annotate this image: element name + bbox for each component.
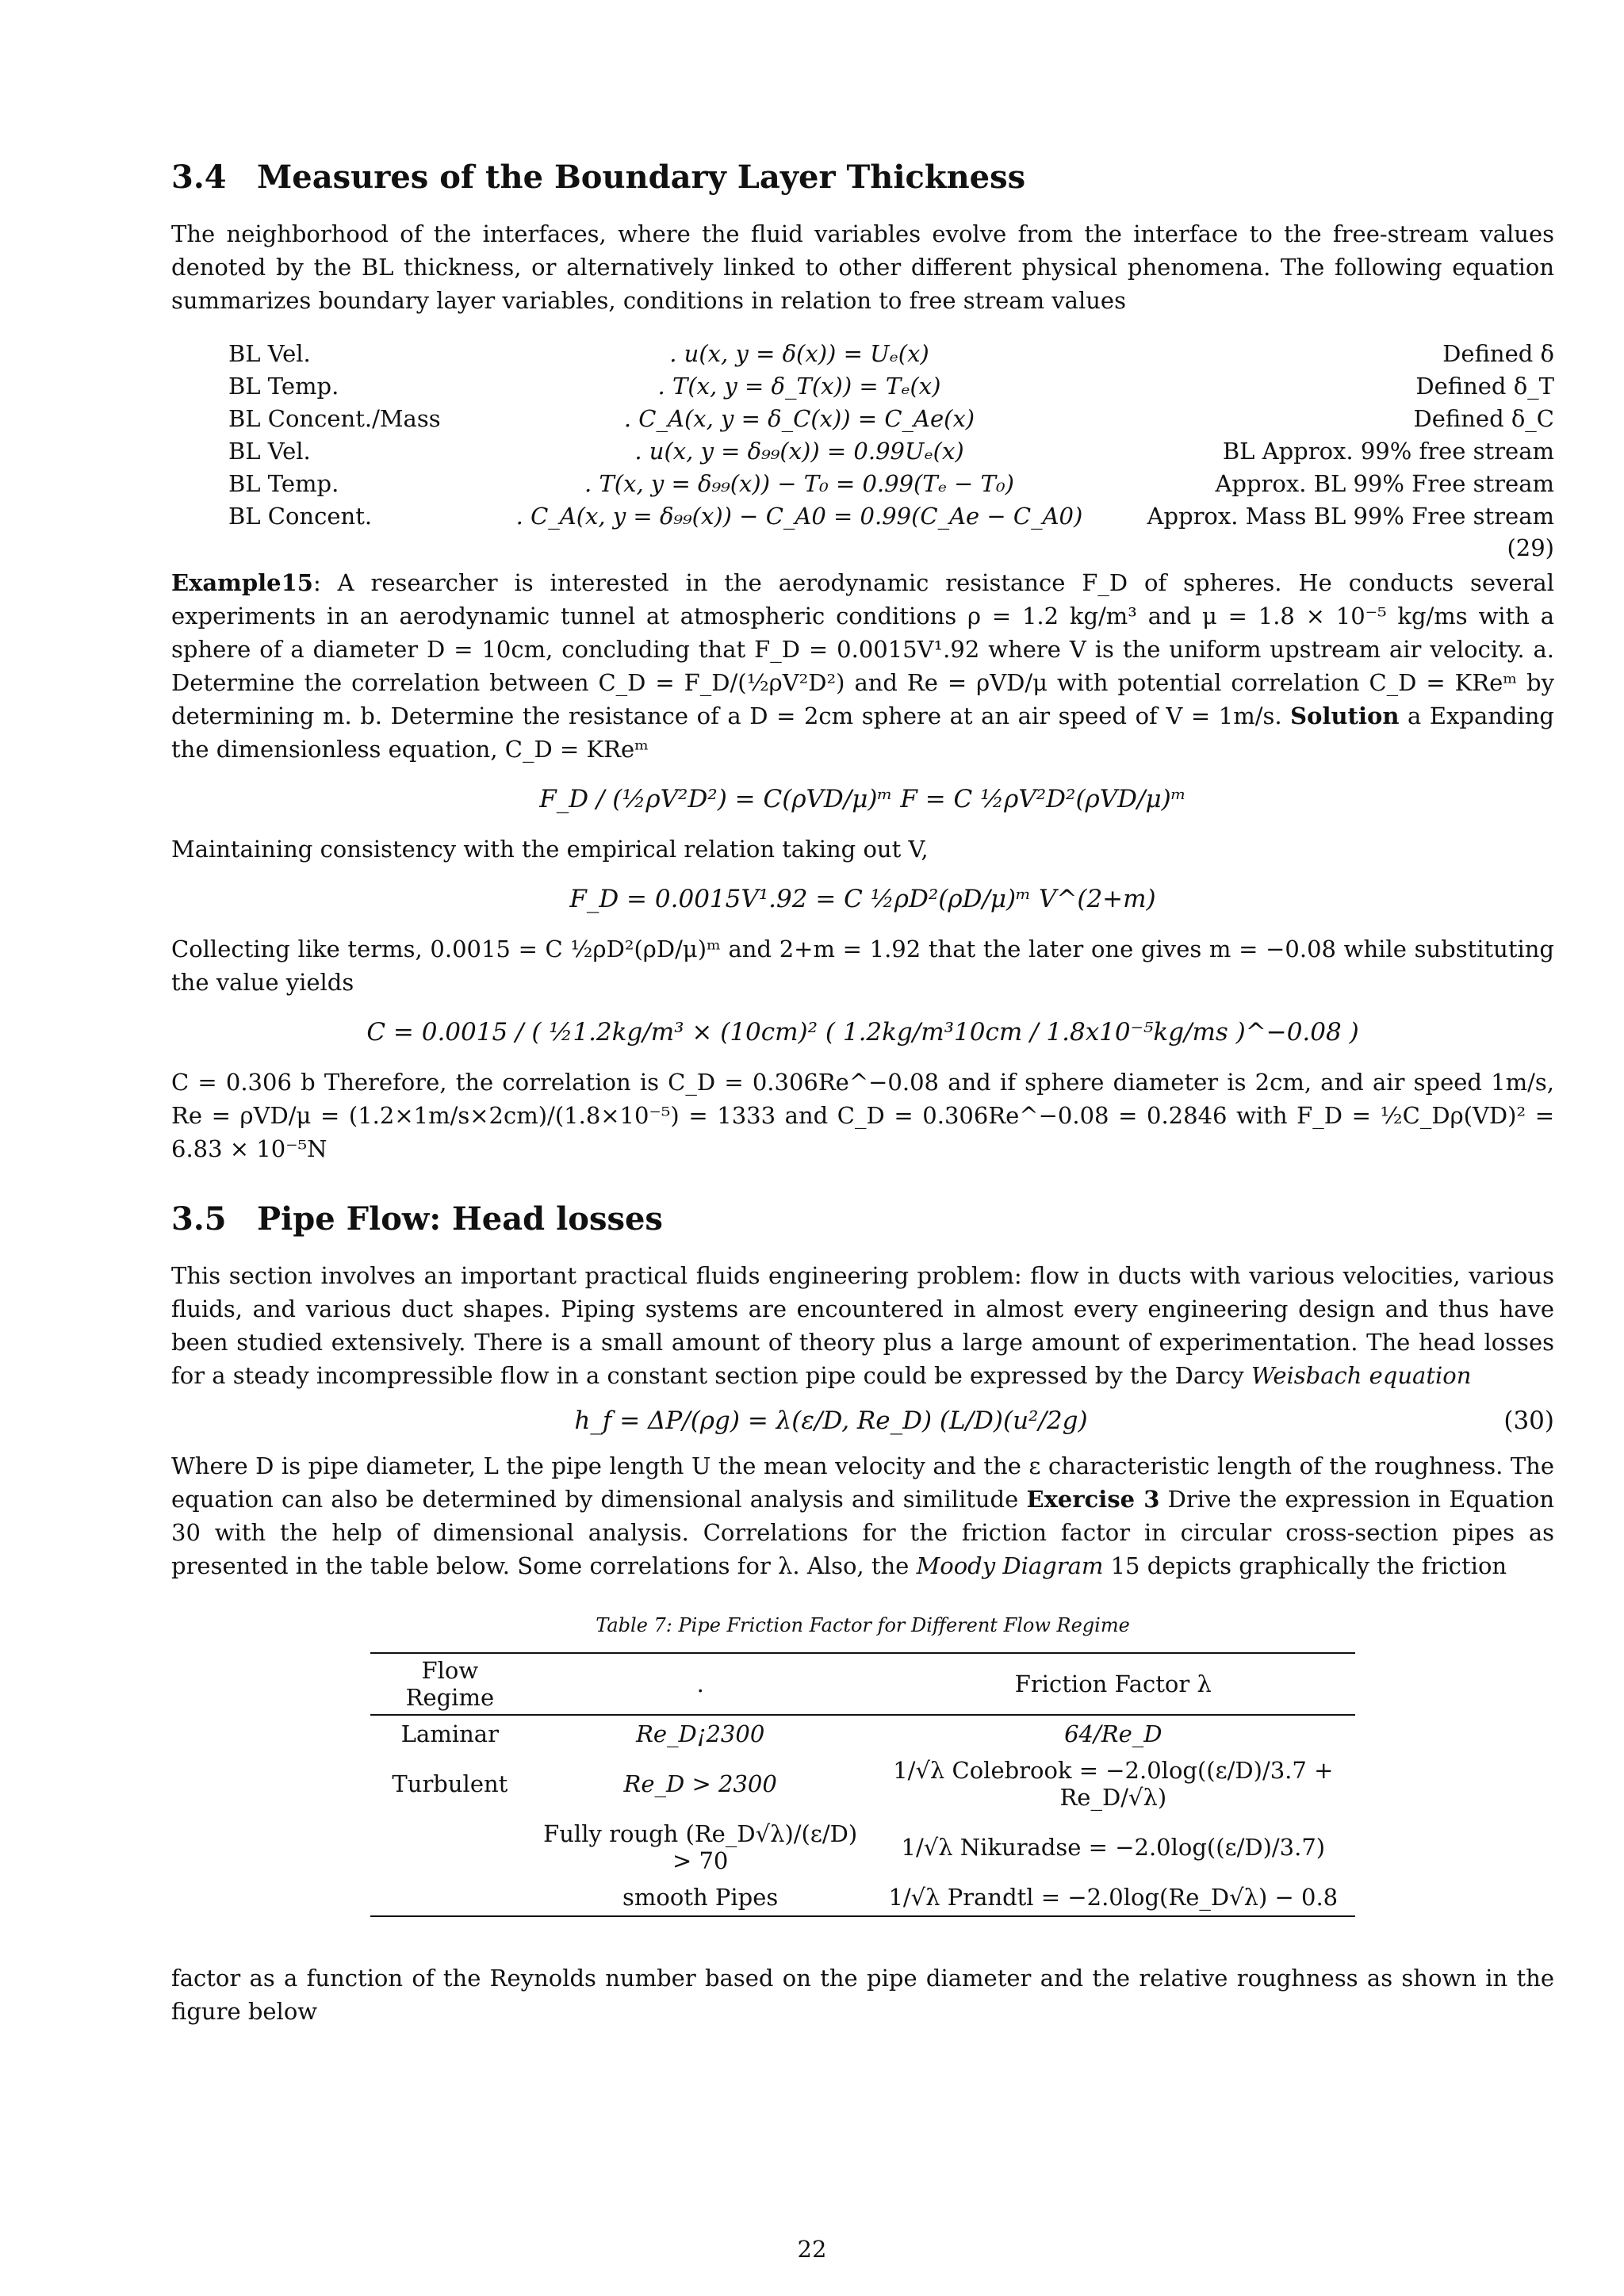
table-cell: 1/√λ Colebrook = −2.0log((ε/D)/3.7 + Re_D/√λ): [893, 1757, 1334, 1811]
table-cell: smooth Pipes: [530, 1879, 871, 1916]
table-row: [370, 1879, 1355, 1916]
section-3-4-intro: The neighborhood of the interfaces, where the fluid variables evolve from the interface to the free-stream values denoted by the BL thickness, or alternatively linked to other different physical phenomena. The following equation summarizes boundary layer variables, conditions in relation to free stream values: [171, 220, 1554, 314]
table-row: [370, 1752, 1355, 1816]
page-content: [171, 159, 1554, 2042]
section-number: 3.4: [171, 159, 227, 196]
bl-row: BL Temp. . T(x, y = δ₉₉(x)) − T₀ = 0.99(Tₑ − T₀) Approx. BL 99% Free stream: [228, 470, 1554, 497]
table-header: .: [530, 1653, 871, 1715]
table-row: [370, 1816, 1355, 1879]
section-number: 3.5: [171, 1200, 227, 1238]
bl-row: BL Temp. . T(x, y = δ_T(x)) = Tₑ(x) Defined δ_T: [228, 373, 1554, 400]
table-cell: Fully rough (Re_D√λ)/(ε/D) > 70: [543, 1820, 858, 1874]
paragraph: Maintaining consistency with the empirical relation taking out V,: [171, 836, 929, 863]
display-equation: C = 0.0015 / ( ½1.2kg/m³ × (10cm)² ( 1.2kg/m³10cm / 1.8x10⁻⁵kg/ms )^−0.08 ): [366, 1018, 1359, 1047]
bl-row: BL Vel. . u(x, y = δ₉₉(x)) = 0.99Uₑ(x) BL Approx. 99% free stream: [228, 438, 1554, 465]
table-header-row: [370, 1653, 1355, 1715]
display-equation: F_D = 0.0015V¹.92 = C ½ρD²(ρD/μ)ᵐ V^(2+m): [569, 885, 1156, 913]
table-cell: [370, 1879, 530, 1916]
paragraph: C = 0.306 b Therefore, the correlation is C_D = 0.306Re^−0.08 and if sphere diameter is 2cm, and air speed 1m/s, Re = ρVD/μ = (1.2×1m/s×2cm)/(1.8×10⁻⁵) = 1333 and C_D = 0.306Re^−0.08 = 0.2846 with F_D = ½C_Dρ(VD)² = 6.83 × 10⁻⁵N: [171, 1069, 1554, 1162]
table-caption: Table 7: Pipe Friction Factor for Different Flow Regime: [596, 1614, 1130, 1636]
bl-definitions: [171, 338, 1554, 533]
example-15: [171, 566, 1554, 766]
table-cell: 1/√λ Prandtl = −2.0log(Re_D√λ) − 0.8: [871, 1879, 1355, 1916]
section-3-5-para2: Where D is pipe diameter, L the pipe length U the mean velocity and the ε characteristic length of the roughness. The equation can also be determined by dimensional analysis and similitude Exercise 3 Drive the expression in Equation 30 with the help of dimensional analysis. Correlations for the friction factor in circular cross-section pipes as presented in the table below. Some correlations for λ. Also, the Moody Diagram 15 depicts graphically the friction: [171, 1452, 1554, 1579]
display-equation: F_D / (½ρV²D²) = C(ρVD/μ)ᵐ F = C ½ρV²D²(ρVD/μ)ᵐ: [539, 785, 1186, 813]
section-3-4-heading: [171, 159, 1554, 197]
table-cell: [370, 1816, 530, 1879]
table-row: [370, 1715, 1355, 1752]
table-cell: Turbulent: [392, 1770, 508, 1797]
solution-label: Solution: [1290, 702, 1400, 729]
equation-number-30: (30): [1503, 1406, 1554, 1435]
section-title: Pipe Flow: Head losses: [257, 1200, 663, 1238]
section-3-5-heading: [171, 1200, 1554, 1238]
table-cell: 1/√λ Nikuradse = −2.0log((ε/D)/3.7): [901, 1834, 1326, 1861]
bl-row: BL Concent. . C_A(x, y = δ₉₉(x)) − C_A0 = 0.99(C_Ae − C_A0) Approx. Mass BL 99% Free stream: [228, 503, 1554, 530]
page-number: 22: [797, 2236, 827, 2263]
equation-body: h_f = ΔP/(ρg) = λ(ε/D, Re_D) (L/D)(u²/2g): [574, 1406, 1088, 1435]
bl-row: BL Concent./Mass . C_A(x, y = δ_C(x)) = C_Ae(x) Defined δ_C: [228, 405, 1554, 432]
table-header: Friction Factor λ: [871, 1653, 1355, 1715]
equation-number-29: (29): [1507, 534, 1554, 561]
table-cell: Laminar: [400, 1720, 499, 1747]
solution-text: a Expanding the dimensionless equation, C_D = KReᵐ: [171, 702, 1554, 763]
table-cell: 64/Re_D: [1064, 1720, 1162, 1747]
section-3-5-para3: factor as a function of the Reynolds number based on the pipe diameter and the relative roughness as shown in the figure below: [171, 1965, 1554, 2025]
table-cell: Re_D¡2300: [636, 1720, 765, 1747]
section-title: Measures of the Boundary Layer Thickness: [257, 159, 1026, 196]
section-3-5-para1: This section involves an important practical fluids engineering problem: flow in ducts with various velocities, various fluids, and various duct shapes. Piping systems are encountered in almost every engineering design and thus have been studied extensively. There is a small amount of theory plus a large amount of experimentation. The head losses for a steady incompressible flow in a constant section pipe could be expressed by the Darcy Weisbach equation: [171, 1262, 1554, 1389]
paragraph: Collecting like terms, 0.0015 = C ½ρD²(ρD/μ)ᵐ and 2+m = 1.92 that the later one gives m = −0.08 while substituting the value yields: [171, 936, 1554, 996]
friction-factor-table: [370, 1652, 1355, 1917]
equation-30: [171, 1406, 1554, 1435]
example-label: Example15: [171, 569, 313, 596]
table-cell: Re_D > 2300: [623, 1770, 777, 1797]
example-text: : A researcher is interested in the aerodynamic resistance F_D of spheres. He conducts several experiments in an aerodynamic tunnel at atmospheric conditions ρ = 1.2 kg/m³ and μ = 1.8 × 10⁻⁵ kg/ms with a sphere of a diameter D = 10cm, concluding that F_D = 0.0015V¹.92 where V is the uniform upstream air velocity. a. Determine the correlation between C_D = F_D/(½ρV²D²) and Re = ρVD/μ with potential correlation C_D = KReᵐ by determining m. b. Determine the resistance of a D = 2cm sphere at an air speed of V = 1m/s.: [171, 569, 1554, 729]
table-header: Flow Regime: [370, 1653, 530, 1715]
bl-row: BL Vel. . u(x, y = δ(x)) = Uₑ(x) Defined δ: [228, 340, 1554, 367]
